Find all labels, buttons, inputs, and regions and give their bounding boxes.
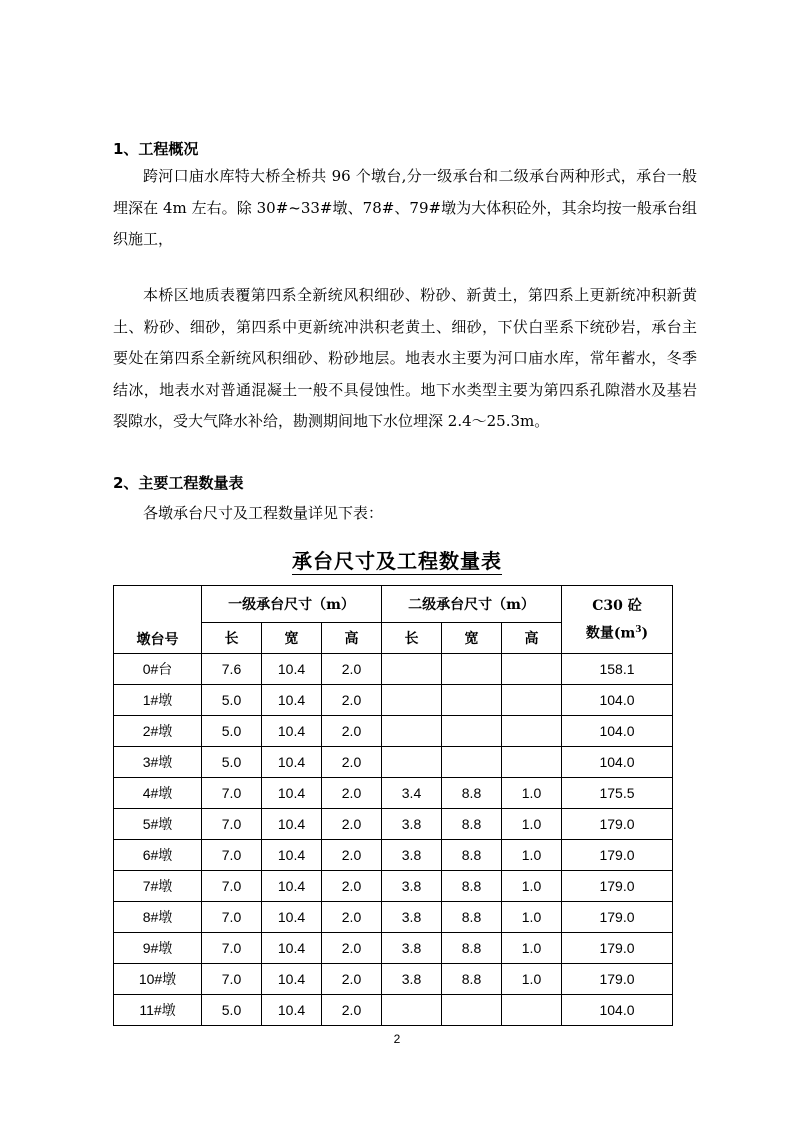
cell-l1: 7.0 — [202, 933, 262, 964]
cell-w2: 8.8 — [442, 840, 502, 871]
cell-w1: 10.4 — [262, 840, 322, 871]
cell-h1: 2.0 — [322, 871, 382, 902]
cell-l2 — [382, 685, 442, 716]
table-row — [114, 654, 673, 685]
cell-l2: 3.4 — [382, 778, 442, 809]
table-row — [114, 995, 673, 1026]
table-row — [114, 747, 673, 778]
table-row — [114, 809, 673, 840]
cell-h1: 2.0 — [322, 809, 382, 840]
cell-l2 — [382, 995, 442, 1026]
cell-pier: 7#墩 — [114, 871, 202, 902]
table-row — [114, 902, 673, 933]
table-row — [114, 716, 673, 747]
section-2-intro: 各墩承台尺寸及工程数量详见下表： — [143, 504, 384, 522]
cell-h2 — [502, 685, 562, 716]
cell-vol: 179.0 — [562, 840, 673, 871]
cell-h1: 2.0 — [322, 964, 382, 995]
cell-l2 — [382, 654, 442, 685]
cell-vol: 179.0 — [562, 809, 673, 840]
header-level2: 二级承台尺寸（m） — [382, 586, 562, 623]
header-volume-line1: C30 砼 — [592, 597, 642, 614]
table-row — [114, 778, 673, 809]
header-volume-line2: 数量$(m^3)$ — [585, 624, 649, 642]
table-row — [114, 933, 673, 964]
cell-h2: 1.0 — [502, 778, 562, 809]
cell-vol: 179.0 — [562, 871, 673, 902]
cell-h1: 2.0 — [322, 716, 382, 747]
cell-l1: 7.0 — [202, 902, 262, 933]
cell-pier: 3#墩 — [114, 747, 202, 778]
cell-w1: 10.4 — [262, 871, 322, 902]
cell-w2 — [442, 716, 502, 747]
table-row — [114, 840, 673, 871]
header-l1: 长 — [202, 623, 262, 654]
section-1-paragraph-2: 本桥区地质表覆第四系全新统风积细砂、粉砂、新黄土，第四系上更新统冲积新黄土、粉砂、细砂，第四系中更新统冲洪积老黄土、细砂，下伏白垩系下统砂岩，承台主要处在第四系全新统风积细砂、粉砂地层。地表水主要为河口庙水库，常年蓄水，冬季结冰，地表水对普通混凝土一般不具侵蚀性。地下水类型主要为第四系孔隙潜水及基岩裂隙水，受大气降水补给，勘测期间地下水位埋深 2.4～25.3m。 — [113, 286, 697, 430]
cell-pier: 8#墩 — [114, 902, 202, 933]
cell-vol: 104.0 — [562, 685, 673, 716]
cell-pier: 6#墩 — [114, 840, 202, 871]
cell-h1: 2.0 — [322, 685, 382, 716]
cell-pier: 5#墩 — [114, 809, 202, 840]
cell-l1: 7.0 — [202, 778, 262, 809]
cell-w2 — [442, 995, 502, 1026]
cell-pier: 1#墩 — [114, 685, 202, 716]
cell-h1: 2.0 — [322, 747, 382, 778]
cell-h1: 2.0 — [322, 995, 382, 1026]
cell-w2 — [442, 685, 502, 716]
header-h2: 高 — [502, 623, 562, 654]
cell-h2 — [502, 995, 562, 1026]
cell-vol: 104.0 — [562, 747, 673, 778]
header-w1: 宽 — [262, 623, 322, 654]
cell-l2 — [382, 716, 442, 747]
cell-h2 — [502, 716, 562, 747]
cell-h2 — [502, 747, 562, 778]
cell-w1: 10.4 — [262, 778, 322, 809]
page-number: 2 — [393, 1032, 401, 1046]
cell-l1: 7.0 — [202, 840, 262, 871]
table-row — [114, 964, 673, 995]
cell-w1: 10.4 — [262, 747, 322, 778]
cell-h2: 1.0 — [502, 964, 562, 995]
cell-w1: 10.4 — [262, 654, 322, 685]
cell-h1: 2.0 — [322, 778, 382, 809]
cell-pier: 2#墩 — [114, 716, 202, 747]
cell-h2: 1.0 — [502, 871, 562, 902]
cell-w2: 8.8 — [442, 778, 502, 809]
cell-l2: 3.8 — [382, 809, 442, 840]
cell-h1: 2.0 — [322, 840, 382, 871]
cell-vol: 175.5 — [562, 778, 673, 809]
cell-l1: 7.0 — [202, 871, 262, 902]
cell-l1: 5.0 — [202, 995, 262, 1026]
table-title-text: 承台尺寸及工程数量表 — [292, 549, 502, 573]
cell-pier: 4#墩 — [114, 778, 202, 809]
cell-l2: 3.8 — [382, 964, 442, 995]
cell-w1: 10.4 — [262, 964, 322, 995]
cell-pier: 0#台 — [114, 654, 202, 685]
cell-l2: 3.8 — [382, 871, 442, 902]
cell-l2: 3.8 — [382, 933, 442, 964]
cell-w2: 8.8 — [442, 809, 502, 840]
table-row — [114, 685, 673, 716]
cell-h2: 1.0 — [502, 809, 562, 840]
cell-h1: 2.0 — [322, 933, 382, 964]
cell-h2: 1.0 — [502, 902, 562, 933]
cell-pier: 10#墩 — [114, 964, 202, 995]
section-1-paragraph-1: 跨河口庙水库特大桥全桥共 96 个墩台,分一级承台和二级承台两种形式，承台一般埋深在 4m 左右。除 30#~33#墩、78#、79#墩为大体积砼外，其余均按一般承台组织施工， — [113, 167, 697, 248]
cell-l1: 5.0 — [202, 747, 262, 778]
cell-l1: 7.0 — [202, 964, 262, 995]
section-1-heading: 1、工程概况 — [113, 140, 199, 158]
cell-vol: 104.0 — [562, 995, 673, 1026]
table-row — [114, 871, 673, 902]
cell-l2 — [382, 747, 442, 778]
cell-l1: 5.0 — [202, 685, 262, 716]
cell-vol: 158.1 — [562, 654, 673, 685]
header-volume — [562, 586, 673, 654]
section-2-heading: 2、主要工程数量表 — [113, 474, 244, 492]
cell-w2 — [442, 654, 502, 685]
cell-w1: 10.4 — [262, 902, 322, 933]
cell-l2: 3.8 — [382, 840, 442, 871]
cell-h1: 2.0 — [322, 654, 382, 685]
cell-vol: 104.0 — [562, 716, 673, 747]
cell-h1: 2.0 — [322, 902, 382, 933]
cell-w1: 10.4 — [262, 809, 322, 840]
cell-vol: 179.0 — [562, 964, 673, 995]
cell-w2: 8.8 — [442, 933, 502, 964]
table-title — [0, 545, 794, 574]
cell-w1: 10.4 — [262, 933, 322, 964]
cell-h2 — [502, 654, 562, 685]
cell-w2: 8.8 — [442, 871, 502, 902]
header-pier: 墩台号 — [114, 586, 202, 654]
cell-w1: 10.4 — [262, 716, 322, 747]
cell-l1: 7.0 — [202, 809, 262, 840]
header-w2: 宽 — [442, 623, 502, 654]
cell-l1: 7.6 — [202, 654, 262, 685]
cell-vol: 179.0 — [562, 902, 673, 933]
cell-w2: 8.8 — [442, 964, 502, 995]
quantity-table — [113, 585, 673, 1026]
header-level1: 一级承台尺寸（m） — [202, 586, 382, 623]
cell-h2: 1.0 — [502, 933, 562, 964]
cell-w1: 10.4 — [262, 685, 322, 716]
cell-pier: 11#墩 — [114, 995, 202, 1026]
cell-l2: 3.8 — [382, 902, 442, 933]
header-h1: 高 — [322, 623, 382, 654]
cell-l1: 5.0 — [202, 716, 262, 747]
cell-w2: 8.8 — [442, 902, 502, 933]
cell-w1: 10.4 — [262, 995, 322, 1026]
cell-w2 — [442, 747, 502, 778]
header-l2: 长 — [382, 623, 442, 654]
cell-pier: 9#墩 — [114, 933, 202, 964]
cell-vol: 179.0 — [562, 933, 673, 964]
cell-h2: 1.0 — [502, 840, 562, 871]
